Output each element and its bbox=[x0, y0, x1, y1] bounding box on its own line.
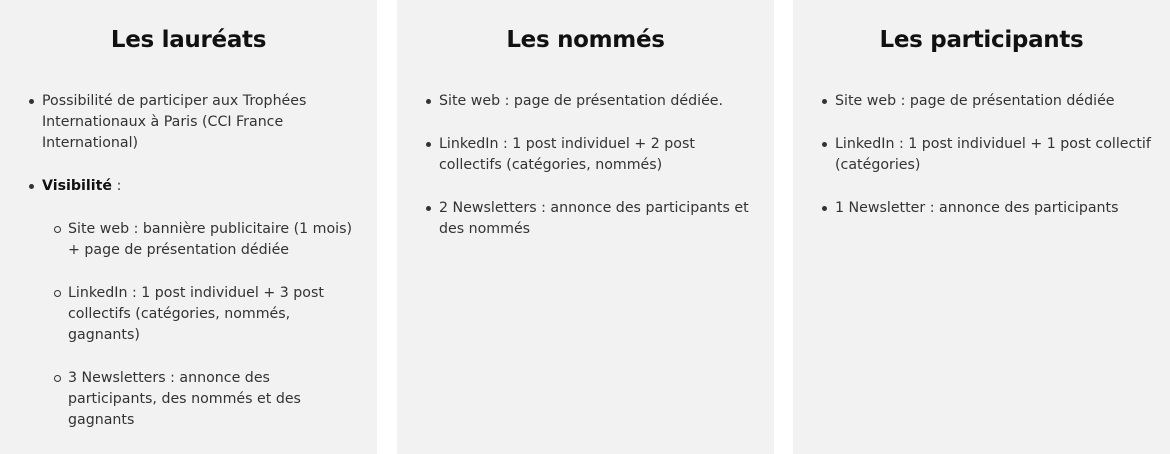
list-item: Site web : page de présentation dédiée. bbox=[423, 91, 758, 112]
visibility-suffix: : bbox=[112, 178, 122, 194]
list-item: LinkedIn : 1 post individuel + 2 post collectifs (catégories, nommés) bbox=[423, 134, 758, 176]
column-laureats bbox=[0, 0, 377, 454]
benefits-list bbox=[26, 91, 361, 453]
column-nommes bbox=[397, 0, 774, 454]
list-item: Possibilité de participer aux Trophées Internationaux à Paris (CCI France International) bbox=[26, 91, 361, 154]
list-item-visibility bbox=[26, 176, 361, 431]
visibility-label: Visibilité bbox=[42, 178, 113, 194]
column-title: Les participants bbox=[879, 27, 1084, 53]
list-item: LinkedIn : 1 post individuel + 1 post collectif (catégories) bbox=[819, 134, 1154, 176]
list-item: 1 Newsletter : annonce des participants bbox=[819, 198, 1154, 219]
sub-list-item: Site web : bannière publicitaire (1 mois) + page de présentation dédiée bbox=[26, 219, 361, 261]
column-title: Les lauréats bbox=[110, 27, 267, 53]
column-title: Les nommés bbox=[506, 27, 665, 53]
sub-list-item: 3 Newsletters : annonce des participants, des nommés et des gagnants bbox=[26, 368, 361, 431]
visibility-sublist bbox=[42, 219, 361, 431]
benefits-list bbox=[423, 91, 758, 262]
list-item: Site web : page de présentation dédiée bbox=[819, 91, 1154, 112]
column-participants bbox=[793, 0, 1170, 454]
benefits-list bbox=[819, 91, 1154, 241]
list-item: 2 Newsletters : annonce des participants et des nommés bbox=[423, 198, 758, 240]
sub-list-item: LinkedIn : 1 post individuel + 3 post collectifs (catégories, nommés, gagnants) bbox=[26, 283, 361, 346]
